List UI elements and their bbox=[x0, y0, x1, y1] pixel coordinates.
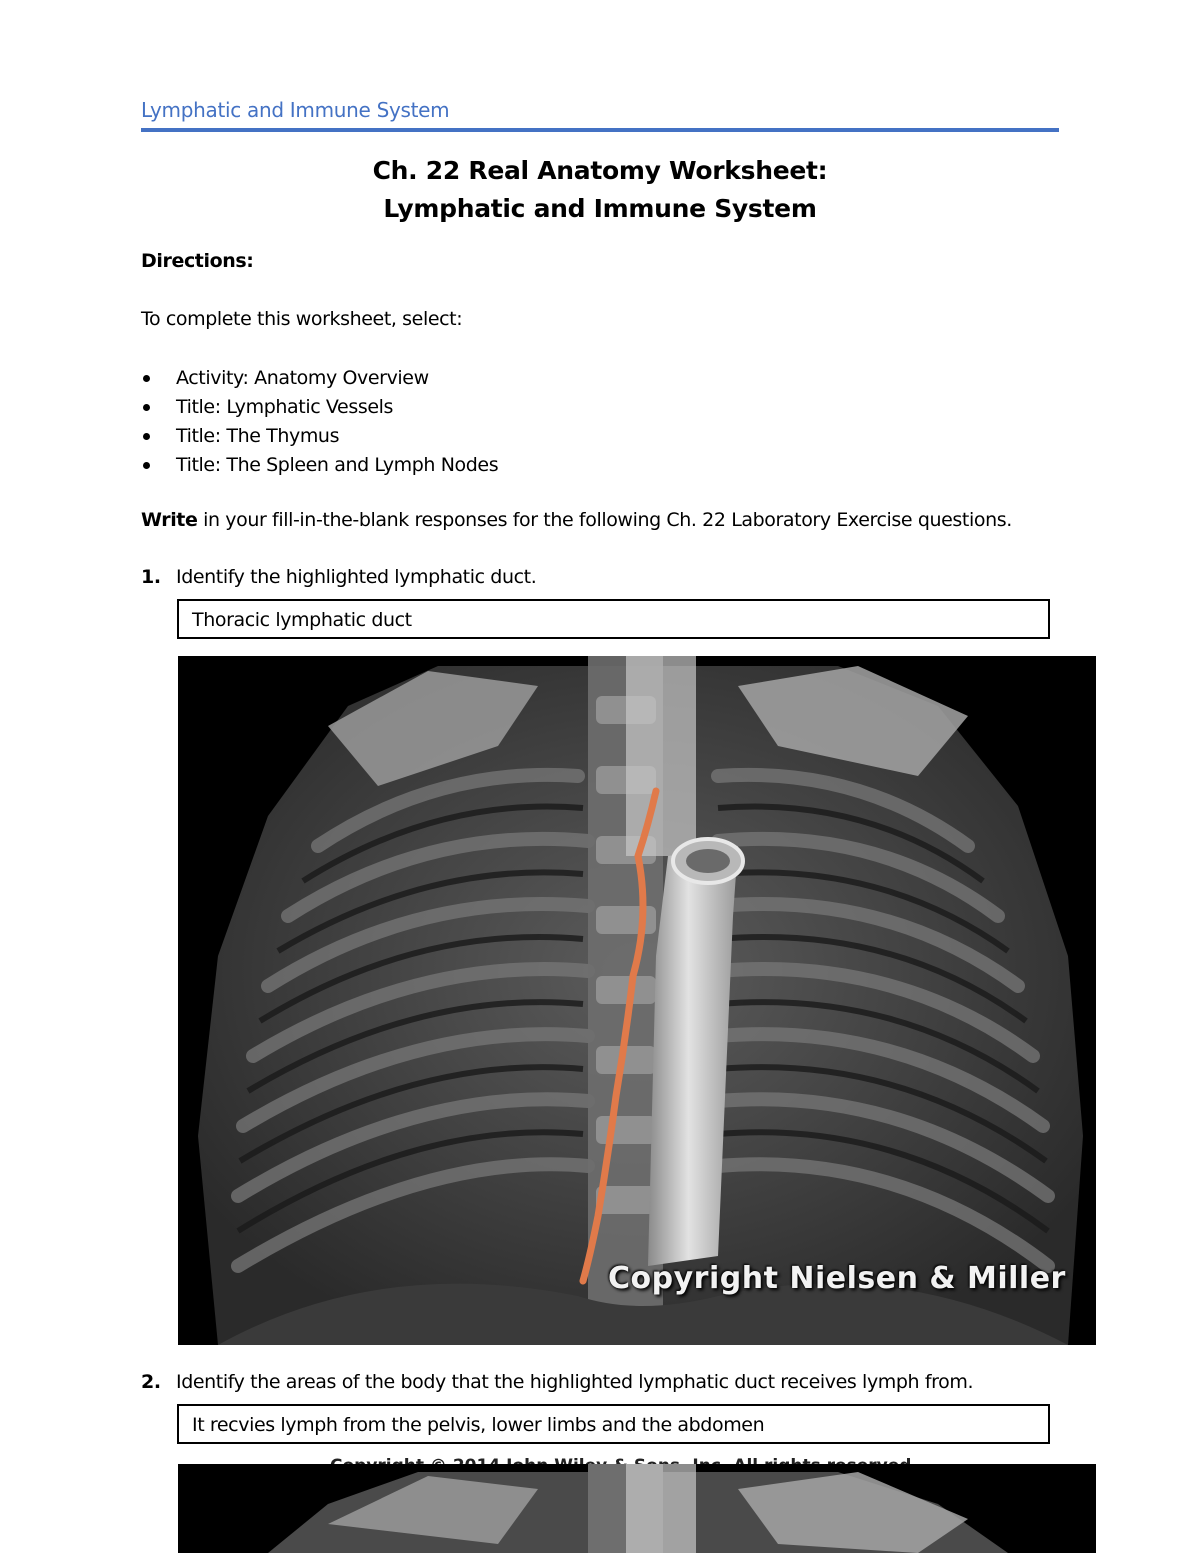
anatomy-image-2 bbox=[178, 1464, 1096, 1553]
list-item: Activity: Anatomy Overview bbox=[141, 364, 498, 393]
bullet-icon bbox=[143, 433, 150, 440]
section-header: Lymphatic and Immune System bbox=[141, 98, 450, 122]
anatomy-image-1 bbox=[178, 656, 1096, 1345]
question-2: 2. Identify the areas of the body that the highlighted lymphatic duct receives lymph from. bbox=[141, 1371, 974, 1393]
image-copyright-watermark: Copyright Nielsen & Miller bbox=[608, 1261, 1066, 1296]
bullet-icon bbox=[143, 404, 150, 411]
list-item: Title: The Thymus bbox=[141, 422, 498, 451]
question-2-prompt: Identify the areas of the body that the highlighted lymphatic duct receives lymph from. bbox=[176, 1371, 974, 1393]
bullet-icon bbox=[143, 462, 150, 469]
answer-field-1[interactable]: Thoracic lymphatic duct bbox=[177, 599, 1050, 639]
list-item: Title: The Spleen and Lymph Nodes bbox=[141, 451, 498, 480]
selection-list bbox=[141, 364, 498, 480]
bullet-icon bbox=[143, 375, 150, 382]
directions-label: Directions: bbox=[141, 250, 254, 272]
worksheet-title-line1: Ch. 22 Real Anatomy Worksheet: bbox=[372, 156, 828, 185]
question-1-prompt: Identify the highlighted lymphatic duct. bbox=[176, 566, 537, 588]
answer-field-2[interactable]: It recvies lymph from the pelvis, lower limbs and the abdomen bbox=[177, 1404, 1050, 1444]
worksheet-title-line2: Lymphatic and Immune System bbox=[383, 194, 817, 223]
question-1: 1. Identify the highlighted lymphatic duct. bbox=[141, 566, 537, 588]
header-rule bbox=[141, 128, 1059, 132]
instructions-text: To complete this worksheet, select: bbox=[141, 308, 463, 330]
thorax-dissection-illustration-2 bbox=[178, 1464, 1096, 1553]
thorax-dissection-illustration bbox=[178, 656, 1096, 1345]
write-instructions: Write in your fill-in-the-blank responses for the following Ch. 22 Laboratory Exercise questions. bbox=[141, 509, 1012, 531]
list-item: Title: Lymphatic Vessels bbox=[141, 393, 498, 422]
page-footer-copyright bbox=[330, 1456, 918, 1464]
